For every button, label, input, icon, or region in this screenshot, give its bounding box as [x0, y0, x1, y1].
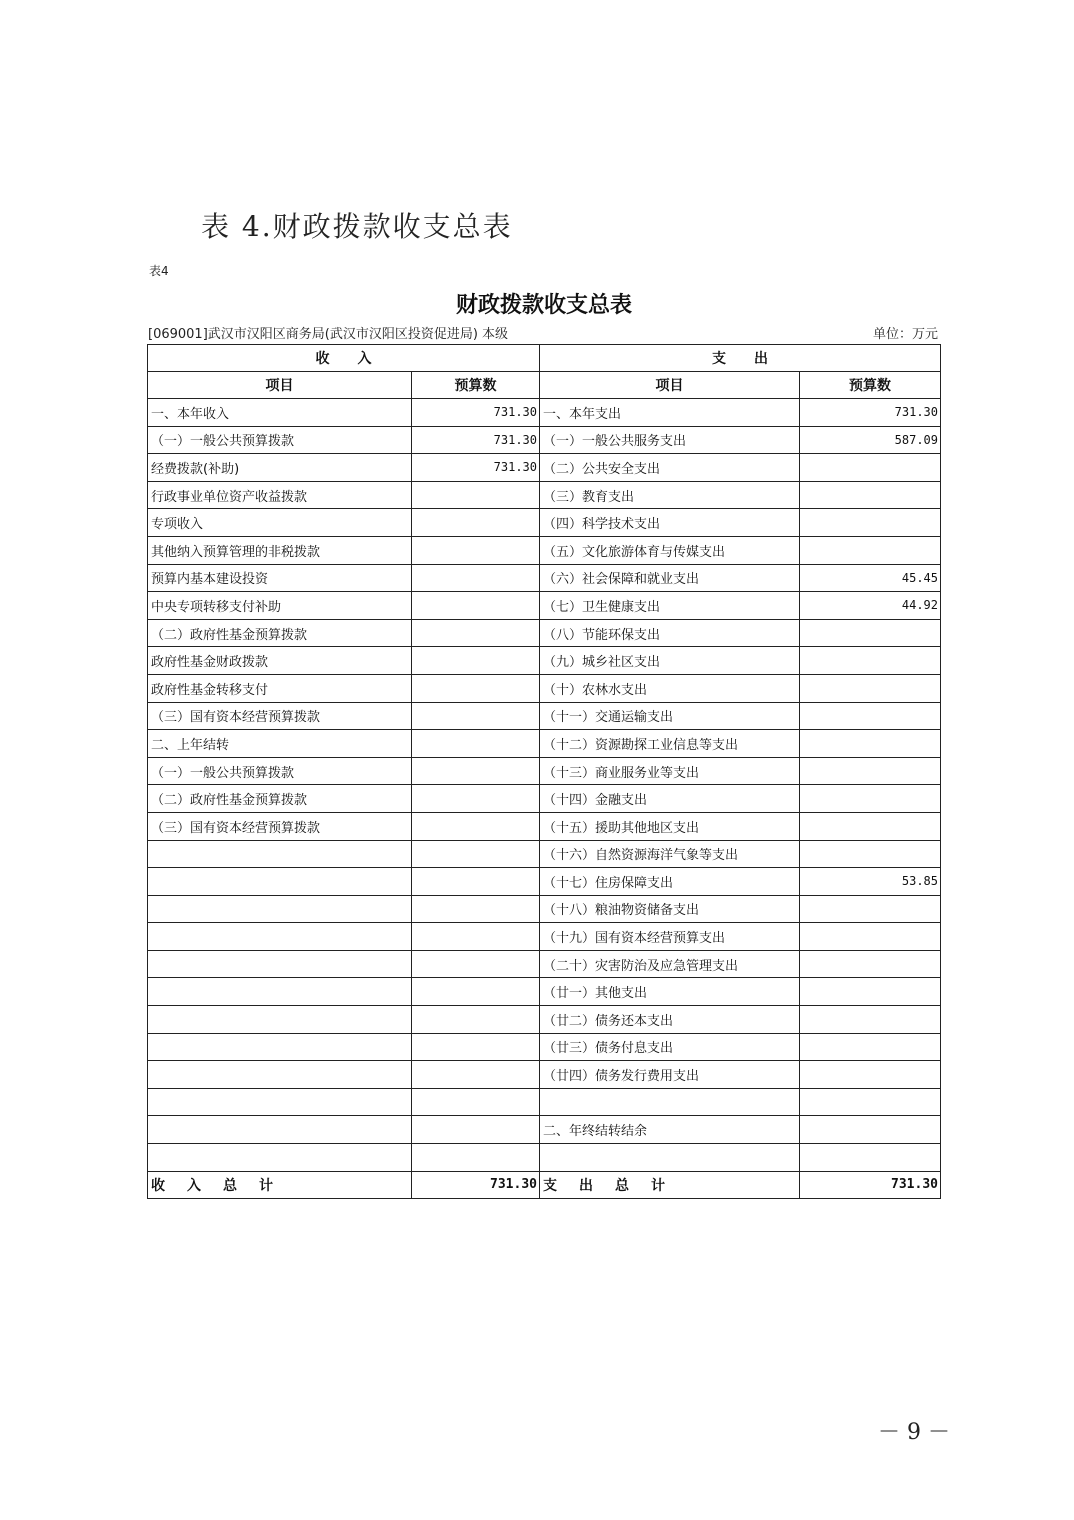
table-row — [148, 481, 941, 509]
expense-budget-cell — [800, 923, 941, 951]
table-number: 表4 — [149, 264, 169, 278]
income-item-cell: 二、上年结转 — [148, 730, 412, 758]
expense-budget-cell — [800, 950, 941, 978]
expense-item-cell — [540, 1144, 800, 1172]
income-item-cell: 专项收入 — [148, 509, 412, 537]
income-budget-cell — [412, 812, 540, 840]
table-row — [148, 923, 941, 951]
expense-item-cell: 一、本年支出 — [540, 399, 800, 427]
header-row-sections — [148, 345, 941, 372]
table-row — [148, 757, 941, 785]
income-item-cell: 中央专项转移支付补助 — [148, 592, 412, 620]
income-item-cell — [148, 1006, 412, 1034]
expense-item-cell: （三）教育支出 — [540, 481, 800, 509]
income-budget-cell: 731.30 — [412, 454, 540, 482]
expense-item-cell: （廿三）债务付息支出 — [540, 1033, 800, 1061]
table-row — [148, 1144, 941, 1172]
income-item-cell — [148, 1116, 412, 1144]
expense-budget-cell — [800, 509, 941, 537]
table-row — [148, 812, 941, 840]
income-item-cell — [148, 895, 412, 923]
income-item-header: 项目 — [148, 372, 412, 399]
table-row — [148, 399, 941, 427]
expense-item-cell: （九）城乡社区支出 — [540, 647, 800, 675]
expense-budget-header: 预算数 — [800, 372, 941, 399]
expense-budget-cell — [800, 674, 941, 702]
income-budget-cell — [412, 619, 540, 647]
table-title: 财政拨款收支总表 — [455, 293, 632, 318]
income-item-cell — [148, 1061, 412, 1089]
expense-budget-cell: 731.30 — [800, 399, 941, 427]
expense-budget-cell — [800, 730, 941, 758]
income-budget-cell — [412, 481, 540, 509]
income-budget-cell — [412, 950, 540, 978]
table-row — [148, 895, 941, 923]
income-budget-cell — [412, 647, 540, 675]
income-budget-cell — [412, 840, 540, 868]
income-budget-header: 预算数 — [412, 372, 540, 399]
table-row — [148, 1006, 941, 1034]
income-budget-cell — [412, 730, 540, 758]
expense-item-cell: （十六）自然资源海洋气象等支出 — [540, 840, 800, 868]
table-row — [148, 509, 941, 537]
expense-item-cell: （十八）粮油物资储备支出 — [540, 895, 800, 923]
income-item-cell: （三）国有资本经营预算拨款 — [148, 812, 412, 840]
income-item-cell: 一、本年收入 — [148, 399, 412, 427]
expense-budget-cell — [800, 702, 941, 730]
expense-item-cell: （十一）交通运输支出 — [540, 702, 800, 730]
income-item-cell: 行政事业单位资产收益拨款 — [148, 481, 412, 509]
expense-budget-cell — [800, 1116, 941, 1144]
table-row — [148, 730, 941, 758]
income-budget-cell — [412, 785, 540, 813]
income-item-cell — [148, 1144, 412, 1172]
income-budget-cell — [412, 1116, 540, 1144]
expense-item-cell: （十三）商业服务业等支出 — [540, 757, 800, 785]
expense-budget-cell — [800, 785, 941, 813]
income-item-cell — [148, 840, 412, 868]
expense-item-cell: （八）节能环保支出 — [540, 619, 800, 647]
table-row — [148, 426, 941, 454]
expense-item-cell: （二十）灾害防治及应急管理支出 — [540, 950, 800, 978]
expense-item-cell: （十四）金融支出 — [540, 785, 800, 813]
expense-budget-cell — [800, 619, 941, 647]
income-item-cell — [148, 1033, 412, 1061]
income-budget-cell — [412, 978, 540, 1006]
total-row — [148, 1171, 941, 1199]
expense-item-cell: （一）一般公共服务支出 — [540, 426, 800, 454]
expense-budget-cell — [800, 840, 941, 868]
expense-budget-cell — [800, 812, 941, 840]
table-row — [148, 647, 941, 675]
table-row — [148, 592, 941, 620]
expense-budget-cell — [800, 895, 941, 923]
income-item-cell: （三）国有资本经营预算拨款 — [148, 702, 412, 730]
income-budget-cell — [412, 702, 540, 730]
income-budget-cell — [412, 1033, 540, 1061]
expense-budget-cell — [800, 481, 941, 509]
income-budget-cell — [412, 564, 540, 592]
income-item-cell: （一）一般公共预算拨款 — [148, 757, 412, 785]
table-row — [148, 1116, 941, 1144]
table-row — [148, 1061, 941, 1089]
expense-item-cell: （廿一）其他支出 — [540, 978, 800, 1006]
income-budget-cell — [412, 868, 540, 896]
income-budget-cell: 731.30 — [412, 426, 540, 454]
expense-item-cell: （十七）住房保障支出 — [540, 868, 800, 896]
income-item-cell: 其他纳入预算管理的非税拨款 — [148, 536, 412, 564]
table-row — [148, 978, 941, 1006]
table-row — [148, 1033, 941, 1061]
table-row — [148, 868, 941, 896]
expense-header: 支 出 — [540, 345, 941, 372]
expense-item-cell: （七）卫生健康支出 — [540, 592, 800, 620]
income-budget-cell — [412, 895, 540, 923]
table-row — [148, 619, 941, 647]
income-budget-cell — [412, 1006, 540, 1034]
income-item-cell: 预算内基本建设投资 — [148, 564, 412, 592]
expense-item-cell: （廿四）债务发行费用支出 — [540, 1061, 800, 1089]
expense-budget-cell — [800, 454, 941, 482]
expense-item-header: 项目 — [540, 372, 800, 399]
income-item-cell: 经费拨款(补助) — [148, 454, 412, 482]
expense-budget-cell: 587.09 — [800, 426, 941, 454]
table-row — [148, 564, 941, 592]
income-budget-cell — [412, 674, 540, 702]
expense-item-cell: （十二）资源勘探工业信息等支出 — [540, 730, 800, 758]
expense-budget-cell: 44.92 — [800, 592, 941, 620]
expense-budget-cell — [800, 536, 941, 564]
income-budget-cell — [412, 1088, 540, 1116]
expense-budget-cell — [800, 1144, 941, 1172]
table-row — [148, 702, 941, 730]
table-row — [148, 1088, 941, 1116]
expense-item-cell: （二）公共安全支出 — [540, 454, 800, 482]
table-row — [148, 785, 941, 813]
income-item-cell — [148, 978, 412, 1006]
income-budget-cell — [412, 1061, 540, 1089]
income-total-value: 731.30 — [412, 1171, 540, 1199]
expense-budget-cell — [800, 1061, 941, 1089]
expense-total-label: 支出总计 — [540, 1171, 800, 1199]
income-budget-cell — [412, 923, 540, 951]
income-item-cell: （二）政府性基金预算拨款 — [148, 619, 412, 647]
header-row-columns — [148, 372, 941, 399]
unit-label: 单位：万元 — [872, 327, 938, 342]
expense-budget-cell — [800, 1033, 941, 1061]
expense-budget-cell — [800, 1006, 941, 1034]
income-budget-cell: 731.30 — [412, 399, 540, 427]
income-budget-cell — [412, 1144, 540, 1172]
expense-item-cell: （六）社会保障和就业支出 — [540, 564, 800, 592]
income-item-cell — [148, 923, 412, 951]
table-row — [148, 950, 941, 978]
expense-item-cell: （十）农林水支出 — [540, 674, 800, 702]
income-item-cell — [148, 950, 412, 978]
fiscal-appropriation-table — [147, 344, 941, 1199]
expense-budget-cell — [800, 647, 941, 675]
expense-budget-cell — [800, 1088, 941, 1116]
income-total-label: 收入总计 — [148, 1171, 412, 1199]
organization-label: [069001]武汉市汉阳区商务局(武汉市汉阳区投资促进局) 本级 — [148, 327, 509, 342]
income-budget-cell — [412, 536, 540, 564]
income-item-cell — [148, 868, 412, 896]
expense-total-value: 731.30 — [800, 1171, 941, 1199]
income-budget-cell — [412, 509, 540, 537]
expense-item-cell: （五）文化旅游体育与传媒支出 — [540, 536, 800, 564]
income-budget-cell — [412, 592, 540, 620]
section-heading: 表 4.财政拨款收支总表 — [201, 210, 513, 243]
income-budget-cell — [412, 757, 540, 785]
expense-item-cell: （四）科学技术支出 — [540, 509, 800, 537]
income-item-cell: （一）一般公共预算拨款 — [148, 426, 412, 454]
income-header: 收 入 — [148, 345, 540, 372]
table-row — [148, 536, 941, 564]
expense-item-cell — [540, 1088, 800, 1116]
expense-budget-cell — [800, 978, 941, 1006]
expense-budget-cell: 45.45 — [800, 564, 941, 592]
income-item-cell: 政府性基金财政拨款 — [148, 647, 412, 675]
expense-budget-cell — [800, 757, 941, 785]
expense-item-cell: （十五）援助其他地区支出 — [540, 812, 800, 840]
expense-item-cell: （十九）国有资本经营预算支出 — [540, 923, 800, 951]
expense-budget-cell: 53.85 — [800, 868, 941, 896]
expense-item-cell: （廿二）债务还本支出 — [540, 1006, 800, 1034]
table-row — [148, 674, 941, 702]
page-number: － 9 － — [878, 1420, 950, 1445]
table-row — [148, 840, 941, 868]
income-item-cell: （二）政府性基金预算拨款 — [148, 785, 412, 813]
income-item-cell: 政府性基金转移支付 — [148, 674, 412, 702]
income-item-cell — [148, 1088, 412, 1116]
table-row — [148, 454, 941, 482]
expense-item-cell: 二、年终结转结余 — [540, 1116, 800, 1144]
